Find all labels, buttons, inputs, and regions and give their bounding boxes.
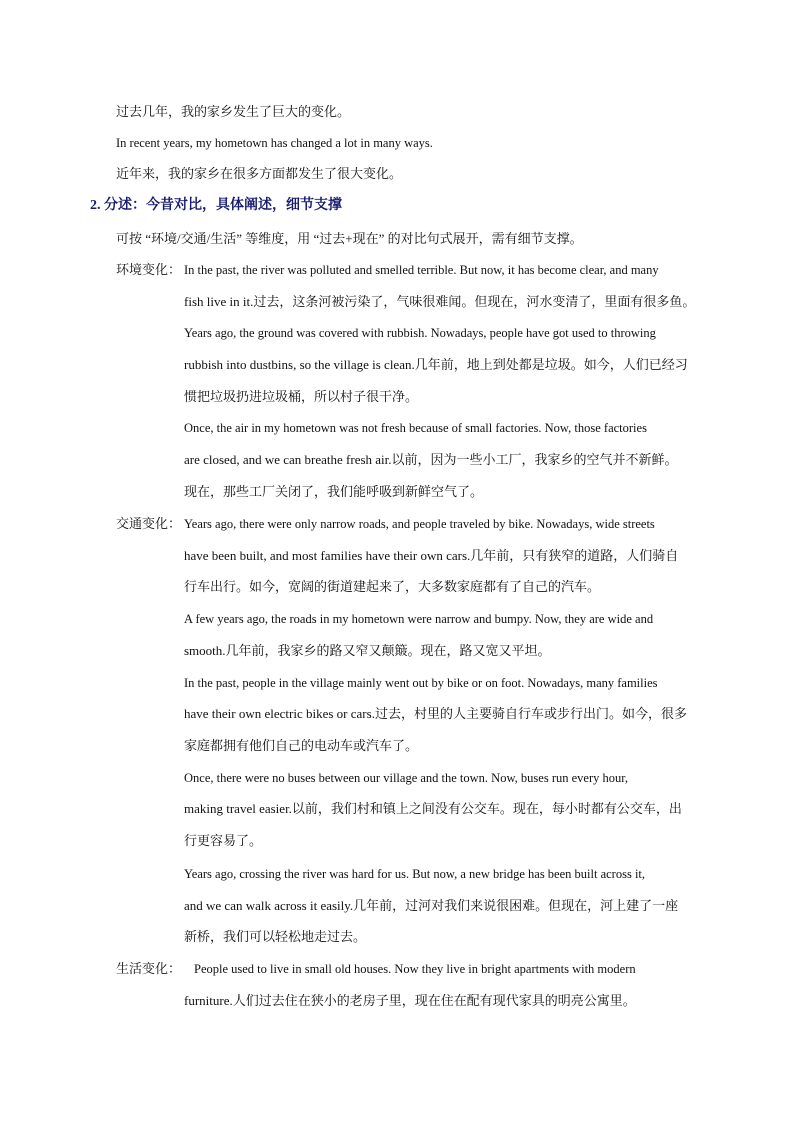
traffic-p4-line3: 行更容易了。 — [184, 833, 263, 848]
section-2-instruction: 可按 “环境/交通/生活” 等维度，用 “过去+现在” 的对比句式展开，需有细节支撑。 — [116, 231, 583, 246]
traffic-p1-line2: have been built, and most families have their own cars.几年前，只有狭窄的道路，人们骑自 — [184, 548, 679, 563]
environment-p2-line1: Years ago, the ground was covered with rubbish. Nowadays, people have got used to throwing — [184, 326, 656, 340]
traffic-p4-line1: Once, there were no buses between our village and the town. Now, buses run every hour, — [184, 771, 629, 785]
environment-p3-line3: 现在，那些工厂关闭了，我们能呼吸到新鲜空气了。 — [184, 484, 484, 499]
environment-p1-line1: In the past, the river was polluted and smelled terrible. But now, it has become clear, and many — [184, 263, 659, 277]
intro-en-sentence: In recent years, my hometown has changed a lot in many ways. — [116, 136, 433, 150]
intro-cn-sentence-1: 过去几年，我的家乡发生了巨大的变化。 — [116, 104, 351, 119]
environment-p3-line2: are closed, and we can breathe fresh air.以前，因为一些小工厂，我家乡的空气并不新鲜。 — [184, 452, 678, 467]
life-p1-line1: People used to live in small old houses. Now they live in bright apartments with modern — [194, 962, 636, 976]
section-2-heading: 2. 分述：今昔对比，具体阐述，细节支撑 — [90, 198, 342, 213]
traffic-p1-line3: 行车出行。如今，宽阔的街道建起来了，大多数家庭都有了自己的汽车。 — [184, 579, 601, 594]
traffic-p3-line2: have their own electric bikes or cars.过去，村里的人主要骑自行车或步行出门。如今，很多 — [184, 706, 687, 721]
life-p1-line2: furniture.人们过去住在狭小的老房子里，现在住在配有现代家具的明亮公寓里。 — [184, 993, 636, 1008]
traffic-label: 交通变化： — [116, 516, 182, 531]
environment-label: 环境变化： — [116, 262, 182, 277]
traffic-p4-line2: making travel easier.以前，我们村和镇上之间没有公交车。现在，每小时都有公交车，出 — [184, 801, 682, 816]
environment-p2-line3: 惯把垃圾扔进垃圾桶，所以村子很干净。 — [184, 389, 419, 404]
environment-p2-line2: rubbish into dustbins, so the village is clean.几年前，地上到处都是垃圾。如今，人们已经习 — [184, 357, 688, 372]
intro-cn-sentence-2: 近年来，我的家乡在很多方面都发生了很大变化。 — [116, 166, 403, 181]
life-label: 生活变化： — [116, 961, 182, 976]
traffic-p5-line1: Years ago, crossing the river was hard for us. But now, a new bridge has been built across it, — [184, 867, 646, 881]
traffic-p3-line3: 家庭都拥有他们自己的电动车或汽车了。 — [184, 738, 419, 753]
traffic-p1-line1: Years ago, there were only narrow roads, and people traveled by bike. Nowadays, wide streets — [184, 517, 655, 531]
traffic-p2-line1: A few years ago, the roads in my hometown were narrow and bumpy. Now, they are wide and — [184, 612, 654, 626]
environment-p1-line2: fish live in it.过去，这条河被污染了，气味很难闻。但现在，河水变清了，里面有很多鱼。 — [184, 294, 696, 309]
environment-p3-line1: Once, the air in my hometown was not fresh because of small factories. Now, those factories — [184, 421, 647, 435]
traffic-p3-line1: In the past, people in the village mainly went out by bike or on foot. Nowadays, many families — [184, 676, 658, 690]
traffic-p5-line3: 新桥，我们可以轻松地走过去。 — [184, 929, 367, 944]
traffic-p5-line2: and we can walk across it easily.几年前，过河对我们来说很困难。但现在，河上建了一座 — [184, 898, 679, 913]
traffic-p2-line2: smooth.几年前，我家乡的路又窄又颠簸。现在，路又宽又平坦。 — [184, 643, 551, 658]
